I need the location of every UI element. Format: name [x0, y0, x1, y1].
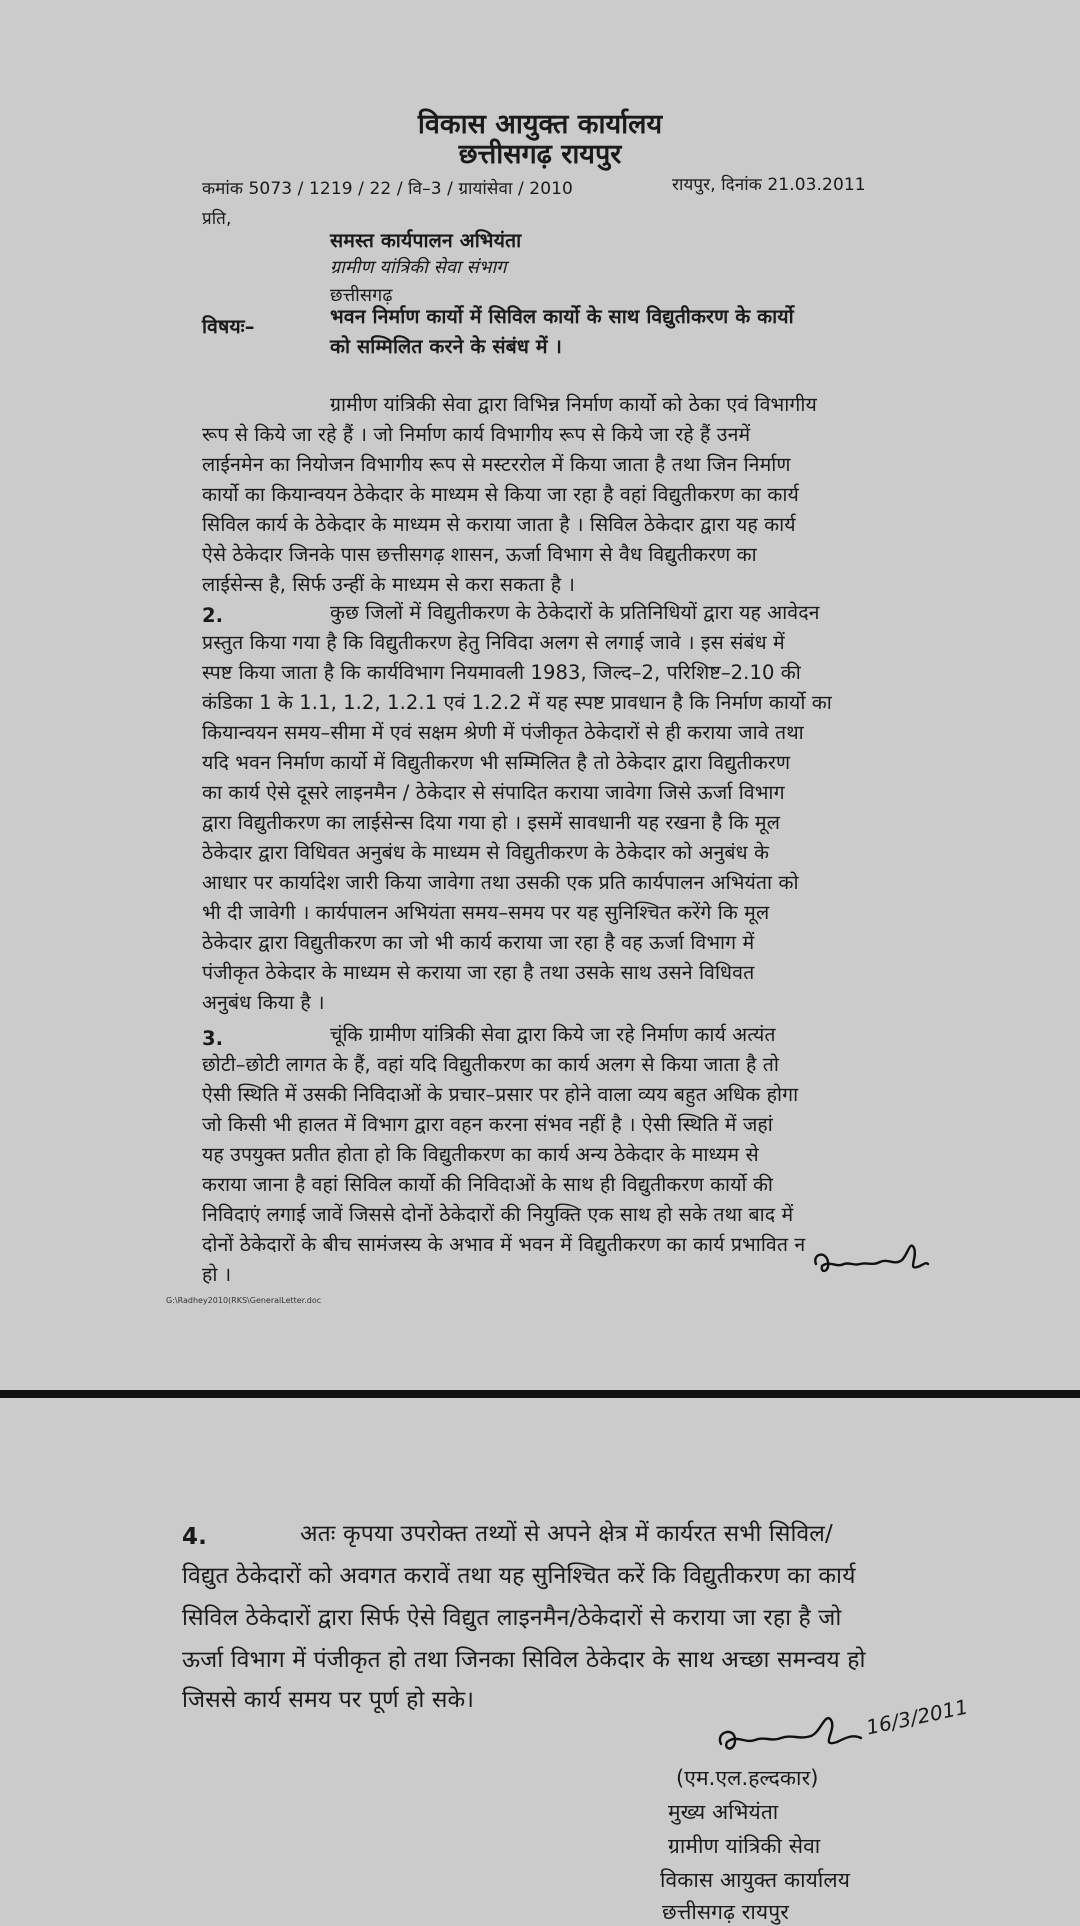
- paragraph-3-line: कराया जाना है वहां सिविल कार्यो की निविदाओं के साथ ही विद्युतीकरण कार्यो की: [202, 1173, 774, 1196]
- paragraph-2-line: कुछ जिलों में विद्युतीकरण के ठेकेदारों के प्रतिनिधियों द्वारा यह आवेदन: [330, 601, 820, 624]
- paragraph-2-line: कंडिका 1 के 1.1, 1.2, 1.2.1 एवं 1.2.2 में यह स्पष्ट प्रावधान है कि निर्माण कार्यो का: [202, 691, 832, 714]
- paragraph-1-line: ग्रामीण यांत्रिकी सेवा द्वारा विभिन्न निर्माण कार्यो को ठेका एवं विभागीय: [330, 393, 817, 416]
- to-prefix: प्रति,: [202, 209, 232, 229]
- paragraph-3-number: 3.: [202, 1027, 224, 1050]
- paragraph-2-line: कियान्वयन समय–सीमा में एवं सक्षम श्रेणी में पंजीकृत ठेकेदारों से ही कराया जावे तथा: [202, 721, 804, 744]
- paragraph-4-line: सिविल ठेकेदारों द्वारा सिर्फ ऐसे विद्युत लाइनमैन/ठेकेदारों से कराया जा रहा है जो: [182, 1605, 842, 1631]
- file-path: G:\Radhey2010(RKS\GeneralLetter.doc: [166, 1296, 322, 1305]
- signatory-department: ग्रामीण यांत्रिकी सेवा: [668, 1834, 821, 1858]
- paragraph-1-line: सिविल कार्य के ठेकेदार के माध्यम से कराया जाता है । सिविल ठेकेदार द्वारा यह कार्य: [202, 513, 796, 536]
- paragraph-4-line: ऊर्जा विभाग में पंजीकृत हो तथा जिनका सिविल ठेकेदार के साथ अच्छा समन्वय हो: [182, 1647, 866, 1673]
- paragraph-1-line: ऐसे ठेकेदार जिनके पास छत्तीसगढ़ शासन, ऊर्जा विभाग से वैध विद्युतीकरण का: [202, 543, 757, 566]
- office-city: छत्तीसगढ़ रायपुर: [458, 139, 622, 170]
- paragraph-3-line: यह उपयुक्त प्रतीत होता हो कि विद्युतीकरण का कार्य अन्य ठेकेदार के माध्यम से: [202, 1143, 759, 1166]
- paragraph-2-line: भी दी जावेगी । कार्यपालन अभियंता समय–समय पर यह सुनिश्चित करेंगे कि मूल: [202, 901, 770, 924]
- recipient-line: समस्त कार्यपालन अभियंता: [330, 229, 522, 252]
- paragraph-3-line: चूंकि ग्रामीण यांत्रिकी सेवा द्वारा किये जा रहे निर्माण कार्य अत्यंत: [330, 1023, 776, 1046]
- paragraph-2-line: यदि भवन निर्माण कार्यो में विद्युतीकरण भी सम्मिलित है तो ठेकेदार द्वारा विद्युतीकरण: [202, 751, 791, 774]
- paragraph-2-line: ठेकेदार द्वारा विद्युतीकरण का जो भी कार्य कराया जा रहा है वह ऊर्जा विभाग में: [202, 931, 755, 954]
- paragraph-2-line: आधार पर कार्यादेश जारी किया जावेगा तथा उसकी एक प्रति कार्यपालन अभियंता को: [202, 871, 799, 894]
- paragraph-3-line: हो ।: [202, 1263, 232, 1286]
- letter-page-2: [0, 1398, 1080, 1926]
- paragraph-1-line: रूप से किये जा रहे हैं । जो निर्माण कार्य विभागीय रूप से किये जा रहे हैं उनमें: [202, 423, 751, 446]
- signatory-office: विकास आयुक्त कार्यालय: [660, 1868, 850, 1892]
- paragraph-2-line: द्वारा विद्युतीकरण का लाईसेन्स दिया गया हो । इसमें सावधानी यह रखना है कि मूल: [202, 811, 781, 834]
- paragraph-1-line: लाईसेन्स है, सिर्फ उन्हीं के माध्यम से करा सकता है ।: [202, 573, 575, 596]
- paragraph-3-line: निविदाएं लगाई जावें जिससे दोनों ठेकेदारों की नियुक्ति एक साथ हो सके तथा बाद में: [202, 1203, 794, 1226]
- signatory-name: (एम.एल.हल्दकार): [676, 1766, 819, 1790]
- recipient-line: छत्तीसगढ़: [330, 285, 393, 306]
- paragraph-3-line: ऐसी स्थिति में उसकी निविदाओं के प्रचार–प्रसार पर होने वाला व्यय बहुत अधिक होगा: [202, 1083, 799, 1106]
- paragraph-4-line: अतः कृपया उपरोक्त तथ्यों से अपने क्षेत्र में कार्यरत सभी सिविल/: [300, 1521, 833, 1547]
- paragraph-2-line: ठेकेदार द्वारा विधिवत अनुबंध के माध्यम से विद्युतीकरण के ठेकेदार को अनुबंध के: [202, 841, 770, 864]
- letter-date: रायपुर, दिनांक 21.03.2011: [672, 175, 866, 195]
- paragraph-4-number: 4.: [182, 1524, 207, 1550]
- signature: [810, 1236, 930, 1282]
- subject-line: भवन निर्माण कार्यो में सिविल कार्यो के साथ विद्युतीकरण के कार्यो: [330, 305, 794, 328]
- paragraph-4-line: विद्युत ठेकेदारों को अवगत करावें तथा यह सुनिश्चित करें कि विद्युतीकरण का कार्य: [182, 1563, 856, 1589]
- signature: [715, 1704, 865, 1760]
- recipient-line: ग्रामीण यांत्रिकी सेवा संभाग: [330, 257, 507, 278]
- paragraph-2-line: स्पष्ट किया जाता है कि कार्यविभाग नियमावली 1983, जिल्द–2, परिशिष्ट–2.10 की: [202, 661, 801, 684]
- paragraph-2-line: अनुबंध किया है ।: [202, 991, 325, 1014]
- paragraph-2-number: 2.: [202, 604, 224, 627]
- reference-number: कमांक 5073 / 1219 / 22 / वि–3 / ग्रायांसेवा / 2010: [202, 179, 573, 199]
- paragraph-2-line: पंजीकृत ठेकेदार के माध्यम से कराया जा रहा है तथा उसके साथ उसने विधिवत: [202, 961, 755, 984]
- paragraph-3-line: छोटी–छोटी लागत के हैं, वहां यदि विद्युतीकरण का कार्य अलग से किया जाता है तो: [202, 1053, 780, 1076]
- signatory-designation: मुख्य अभियंता: [668, 1800, 779, 1824]
- paragraph-2-line: प्रस्तुत किया गया है कि विद्युतीकरण हेतु निविदा अलग से लगाई जावे । इस संबंध में: [202, 631, 785, 654]
- paragraph-2-line: का कार्य ऐसे दूसरे लाइनमैन / ठेकेदार से संपादित कराया जावेगा जिसे ऊर्जा विभाग: [202, 781, 785, 804]
- paragraph-1-line: कार्यो का कियान्वयन ठेकेदार के माध्यम से किया जा रहा है वहां विद्युतीकरण का कार्य: [202, 483, 799, 506]
- signature-date: 16/3/2011: [864, 1694, 971, 1740]
- paragraph-4-line: जिससे कार्य समय पर पूर्ण हो सके।: [182, 1687, 475, 1713]
- subject-label: विषयः–: [202, 315, 255, 338]
- page-divider: [0, 1390, 1080, 1398]
- paragraph-1-line: लाईनमेन का नियोजन विभागीय रूप से मस्टररोल में किया जाता है तथा जिन निर्माण: [202, 453, 791, 476]
- paragraph-3-line: दोनों ठेकेदारों के बीच सामंजस्य के अभाव में भवन में विद्युतीकरण का कार्य प्रभावित न: [202, 1233, 806, 1256]
- office-title: विकास आयुक्त कार्यालय: [417, 109, 663, 140]
- paragraph-3-line: जो किसी भी हालत में विभाग द्वारा वहन करना संभव नहीं है । ऐसी स्थिति में जहां: [202, 1113, 773, 1136]
- subject-line: को सम्मिलित करने के संबंध में ।: [330, 335, 562, 358]
- signatory-city: छत्तीसगढ़ रायपुर: [662, 1900, 789, 1924]
